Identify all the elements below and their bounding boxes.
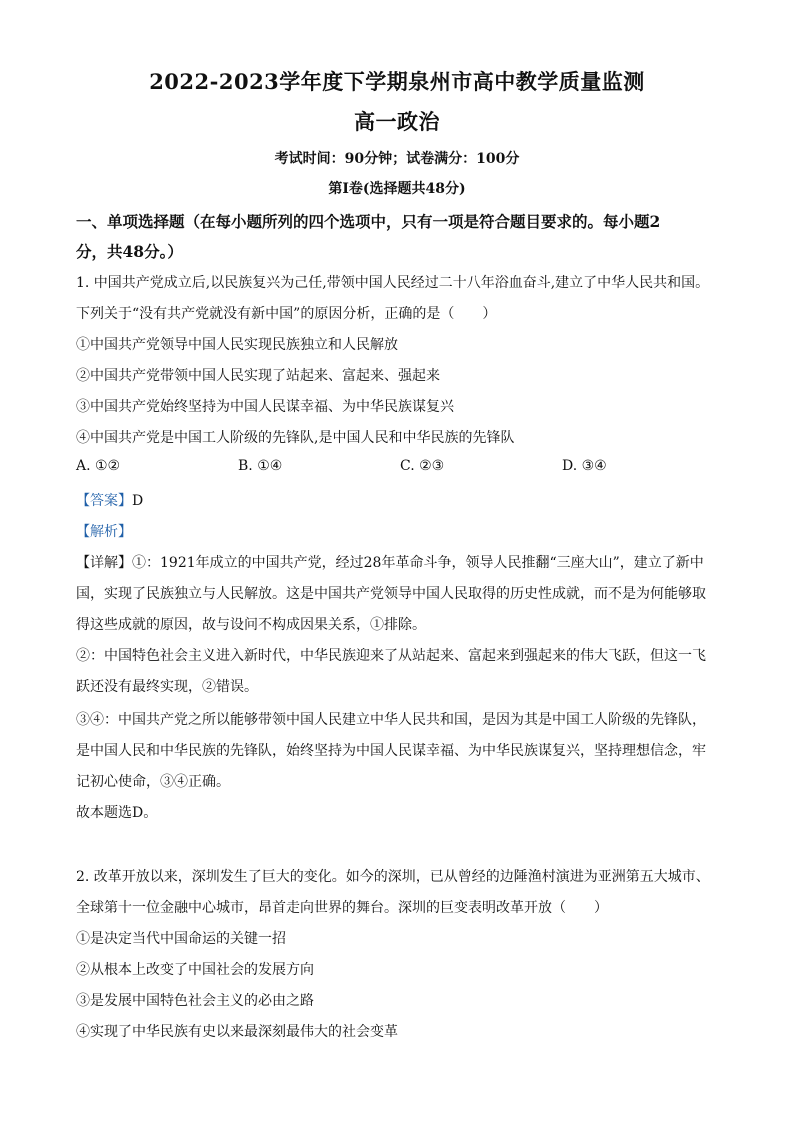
q1-detail-line8: 记初心使命，③④正确。 — [76, 774, 230, 790]
q1-stem-line1: 1. 中国共产党成立后,以民族复兴为己任,带领中国人民经过二十八年浴血奋斗,建立了中华人民共和国。 — [76, 275, 710, 291]
q1-detail-line6: ③④：中国共产党之所以能够带领中国人民建立中华人民共和国，是因为其是中国工人阶级的先锋队， — [76, 712, 706, 728]
q1-option-c: C. ②③ — [400, 458, 445, 474]
q1-option-b: B. ①④ — [238, 458, 283, 474]
detail-label: 【详解】 — [76, 555, 132, 571]
q1-answer — [76, 490, 143, 510]
section-heading-line1: 一、单项选择题（在每小题所列的四个选项中，只有一项是符合题目要求的。每小题2 — [76, 212, 661, 231]
q1-detail-line2: 国，实现了民族独立与人民解放。这是中国共产党领导中国人民取得的历史性成就，而不是为何能够取 — [76, 586, 706, 602]
q1-option-d: D. ③④ — [562, 458, 607, 474]
q1-detail-line7: 是中国人民和中华民族的先锋队，始终坚持为中国人民谋幸福、为中华民族谋复兴，坚持理想信念，牢 — [76, 743, 706, 759]
q1-statement-4: ④中国共产党是中国工人阶级的先锋队,是中国人民和中华民族的先锋队 — [76, 430, 515, 446]
exam-title: 2022-2023学年度下学期泉州市高中教学质量监测 — [149, 69, 645, 94]
analysis-label: 【解析】 — [76, 524, 132, 540]
answer-label: 【答案】 — [76, 493, 132, 509]
q2-statement-4: ④实现了中华民族有史以来最深刻最伟大的社会变革 — [76, 1024, 398, 1040]
q1-detail-line4: ②：中国特色社会主义进入新时代，中华民族迎来了从站起来、富起来到强起来的伟大飞跃，但这一飞 — [76, 648, 706, 664]
q1-detail-line1 — [76, 552, 704, 572]
q1-detail-line3: 得这些成就的原因，故与设问不构成因果关系，①排除。 — [76, 617, 426, 633]
q2-stem-line1: 2. 改革开放以来，深圳发生了巨大的变化。如今的深圳，已从曾经的边陲渔村演进为亚洲第五大城市、 — [76, 869, 710, 885]
q1-option-a: A. ①② — [76, 458, 121, 474]
q2-statement-3: ③是发展中国特色社会主义的必由之路 — [76, 993, 314, 1009]
subject-title: 高一政治 — [354, 109, 440, 134]
q1-conclusion: 故本题选D。 — [76, 805, 158, 821]
q2-statement-2: ②从根本上改变了中国社会的发展方向 — [76, 962, 314, 978]
q1-statement-3: ③中国共产党始终坚持为中国人民谋幸福、为中华民族谋复兴 — [76, 399, 454, 415]
q1-statement-2: ②中国共产党带领中国人民实现了站起来、富起来、强起来 — [76, 368, 440, 384]
q1-detail-line5: 跃还没有最终实现，②错误。 — [76, 679, 258, 695]
exam-info: 考试时间：90分钟；试卷满分：100分 — [274, 151, 520, 167]
detail-text: ①：1921年成立的中国共产党，经过28年革命斗争，领导人民推翻“三座大山”，建立了新中 — [132, 555, 704, 571]
answer-value: D — [132, 493, 144, 509]
section-heading-line2: 分，共48分。） — [76, 242, 183, 261]
q2-stem-line2: 全球第十一位金融中心城市，昂首走向世界的舞台。深圳的巨变表明改革开放（ ） — [76, 900, 608, 916]
volume-heading: 第Ⅰ卷(选择题共48分) — [328, 181, 466, 197]
q2-statement-1: ①是决定当代中国命运的关键一招 — [76, 931, 286, 947]
q1-stem-line2: 下列关于“没有共产党就没有新中国”的原因分析，正确的是（ ） — [76, 306, 497, 322]
q1-statement-1: ①中国共产党领导中国人民实现民族独立和人民解放 — [76, 337, 398, 353]
